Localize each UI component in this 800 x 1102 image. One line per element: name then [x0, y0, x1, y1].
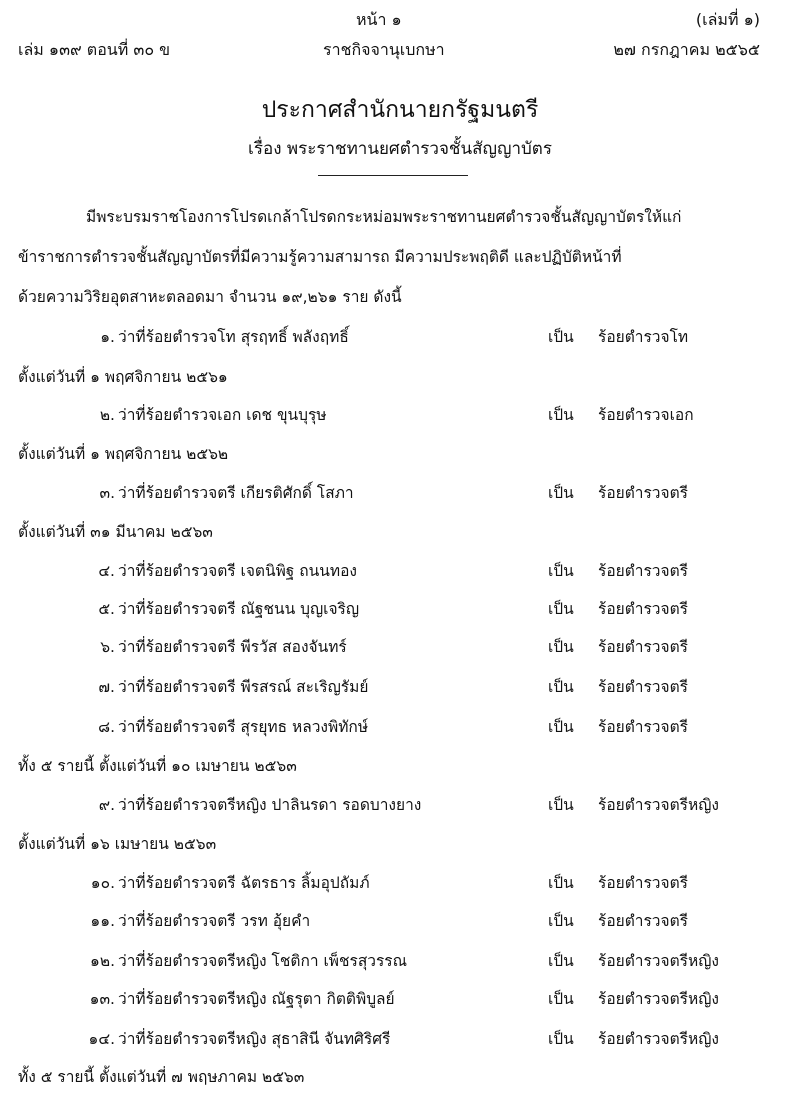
entry-rank: ร้อยตำรวจตรี: [598, 718, 688, 736]
entry-conjunction: เป็น: [548, 484, 574, 502]
issue-label: เล่ม ๑๓๙ ตอนที่ ๓๐ ข: [18, 40, 171, 59]
entry-number: ๑.: [100, 328, 115, 346]
intro-line: ข้าราชการตำรวจชั้นสัญญาบัตรที่มีความรู้ความสามารถ มีความประพฤติดี และปฏิบัติหน้าที่: [18, 248, 622, 266]
effective-date-note: ตั้งแต่วันที่ ๑ พฤศจิกายน ๒๕๖๑: [18, 368, 228, 386]
entry-rank: ร้อยตำรวจตรี: [598, 912, 688, 930]
announcement-title: ประกาศสำนักนายกรัฐมนตรี: [261, 97, 539, 123]
entry-number: ๙.: [98, 796, 115, 814]
entry-conjunction: เป็น: [548, 328, 574, 346]
entry-rank: ร้อยตำรวจตรีหญิง: [598, 952, 719, 970]
entry-rank: ร้อยตำรวจตรี: [598, 600, 688, 618]
entry-rank: ร้อยตำรวจตรี: [598, 562, 688, 580]
entry-conjunction: เป็น: [548, 952, 574, 970]
entry-conjunction: เป็น: [548, 638, 574, 656]
entry-number: ๑๓.: [89, 990, 115, 1008]
entry-rank: ร้อยตำรวจตรี: [598, 678, 688, 696]
entry-number: ๑๐.: [90, 874, 115, 892]
entry-number: ๑๒.: [90, 952, 115, 970]
entry-name: ว่าที่ร้อยตำรวจตรีหญิง สุธาสินี จันทศิริศรี: [118, 1030, 391, 1048]
intro-line: ด้วยความวิริยอุตสาหะตลอดมา จำนวน ๑๙,๒๖๑ ราย ดังนี้: [18, 288, 402, 306]
entry-rank: ร้อยตำรวจตรี: [598, 484, 688, 502]
entry-conjunction: เป็น: [548, 912, 574, 930]
entry-number: ๒.: [99, 406, 115, 424]
entry-conjunction: เป็น: [548, 562, 574, 580]
entry-name: ว่าที่ร้อยตำรวจตรี วรท อุ้ยคำ: [118, 912, 311, 930]
entry-number: ๕.: [98, 600, 115, 618]
entry-conjunction: เป็น: [548, 990, 574, 1008]
entry-name: ว่าที่ร้อยตำรวจตรีหญิง โชติกา เพ็ชรสุวรรณ: [118, 952, 408, 970]
entry-name: ว่าที่ร้อยตำรวจตรี ณัฐชนน บุญเจริญ: [118, 600, 360, 618]
entry-conjunction: เป็น: [548, 406, 574, 424]
volume-label: (เล่มที่ ๑): [695, 10, 760, 29]
entry-rank: ร้อยตำรวจตรีหญิง: [598, 1030, 719, 1048]
entry-rank: ร้อยตำรวจตรี: [598, 638, 688, 656]
entry-number: ๔.: [98, 562, 115, 580]
entry-conjunction: เป็น: [548, 678, 574, 696]
entry-name: ว่าที่ร้อยตำรวจตรีหญิง ณัฐรุตา กิตติพิบูลย์: [118, 990, 395, 1008]
effective-date-note: ตั้งแต่วันที่ ๑ พฤศจิกายน ๒๕๖๒: [18, 445, 229, 463]
entry-name: ว่าที่ร้อยตำรวจตรี พีรวัส สองจันทร์: [118, 638, 347, 656]
entry-conjunction: เป็น: [548, 796, 574, 814]
entry-conjunction: เป็น: [548, 874, 574, 892]
entry-name: ว่าที่ร้อยตำรวจตรี ฉัตรธาร ลิ้มอุปถัมภ์: [118, 874, 370, 892]
entry-conjunction: เป็น: [548, 600, 574, 618]
entry-rank: ร้อยตำรวจเอก: [598, 406, 694, 424]
entry-number: ๗.: [98, 678, 115, 696]
entry-name: ว่าที่ร้อยตำรวจตรีหญิง ปาลินรดา รอดบางยาง: [118, 796, 422, 814]
entry-conjunction: เป็น: [548, 718, 574, 736]
entry-name: ว่าที่ร้อยตำรวจเอก เดช ขุนบุรุษ: [118, 406, 327, 424]
entry-number: ๑๔.: [88, 1030, 115, 1048]
entry-number: ๖.: [100, 638, 115, 656]
entry-name: ว่าที่ร้อยตำรวจโท สุรฤทธิ์ พลังฤทธิ์: [118, 328, 349, 346]
title-divider: [318, 175, 468, 176]
entry-rank: ร้อยตำรวจตรี: [598, 874, 688, 892]
page-number: หน้า ๑: [356, 10, 402, 29]
announcement-subject: เรื่อง พระราชทานยศตำรวจชั้นสัญญาบัตร: [248, 139, 552, 159]
effective-date-note: ตั้งแต่วันที่ ๑๖ เมษายน ๒๕๖๓: [18, 835, 217, 853]
effective-date-note: ตั้งแต่วันที่ ๓๑ มีนาคม ๒๕๖๓: [18, 523, 213, 541]
entry-rank: ร้อยตำรวจตรีหญิง: [598, 796, 719, 814]
effective-date-note: ทั้ง ๕ รายนี้ ตั้งแต่วันที่ ๗ พฤษภาคม ๒๕๖๓: [18, 1068, 305, 1086]
entry-rank: ร้อยตำรวจตรีหญิง: [598, 990, 719, 1008]
effective-date-note: ทั้ง ๕ รายนี้ ตั้งแต่วันที่ ๑๐ เมษายน ๒๕๖๓: [18, 757, 297, 775]
entry-number: ๘.: [98, 718, 115, 736]
entry-conjunction: เป็น: [548, 1030, 574, 1048]
entry-name: ว่าที่ร้อยตำรวจตรี เจตนิพิฐ ถนนทอง: [118, 562, 357, 580]
publication-date: ๒๗ กรกฎาคม ๒๕๖๕: [613, 40, 760, 59]
entry-number: ๓.: [99, 484, 115, 502]
intro-line: มีพระบรมราชโองการโปรดเกล้าโปรดกระหม่อมพระราชทานยศตำรวจชั้นสัญญาบัตรให้แก่: [86, 208, 682, 226]
gazette-name: ราชกิจจานุเบกษา: [323, 40, 445, 59]
entry-rank: ร้อยตำรวจโท: [598, 328, 689, 346]
entry-name: ว่าที่ร้อยตำรวจตรี พีรสรณ์ สะเริญรัมย์: [118, 678, 369, 696]
entry-name: ว่าที่ร้อยตำรวจตรี เกียรติศักดิ์ โสภา: [118, 484, 354, 502]
entry-name: ว่าที่ร้อยตำรวจตรี สุรยุทธ หลวงพิทักษ์: [118, 718, 369, 736]
entry-number: ๑๑.: [90, 912, 115, 930]
